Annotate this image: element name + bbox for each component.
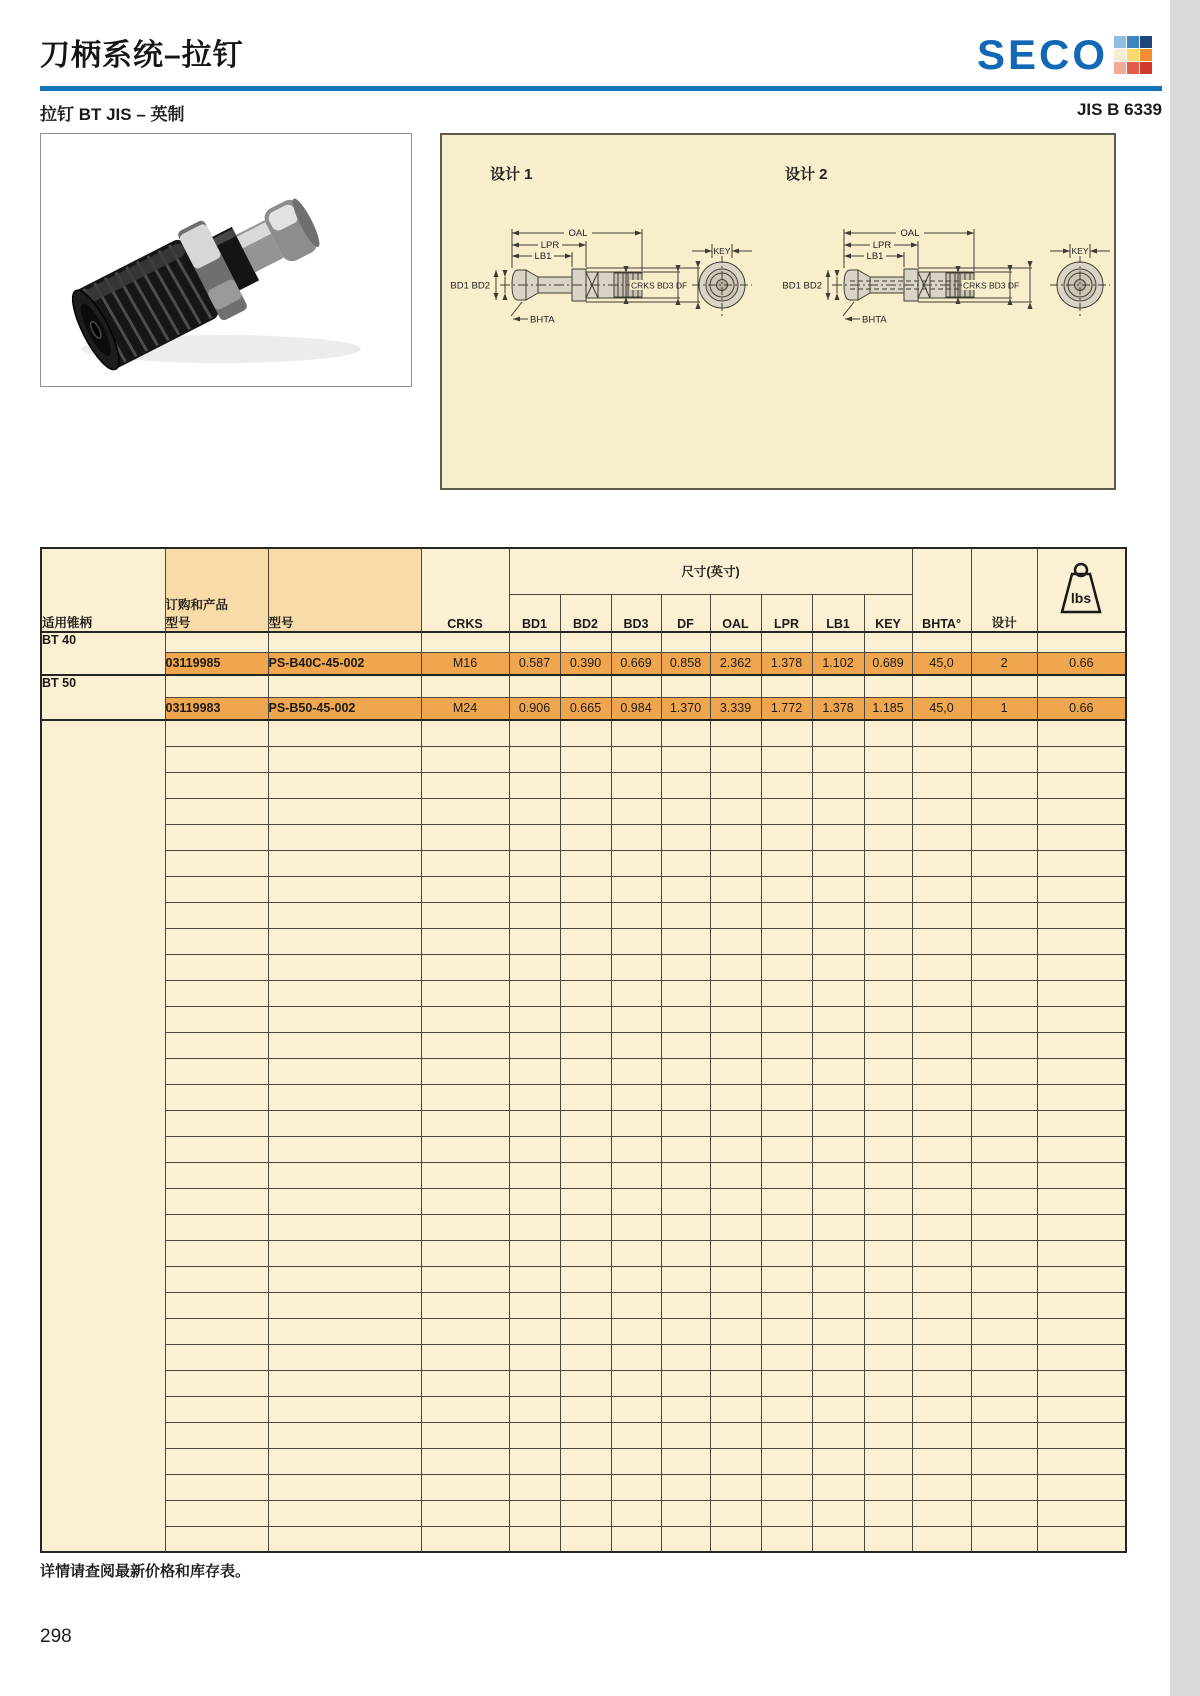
design2-side-view xyxy=(782,228,1032,326)
seco-logo-grid-square xyxy=(1140,49,1152,61)
col-header-bhta: BHTA° xyxy=(912,548,971,632)
seco-logo-grid-square xyxy=(1114,62,1126,74)
empty-table-row xyxy=(41,954,1126,980)
empty-table-row xyxy=(41,1136,1126,1162)
footer-note: 详情请查阅最新价格和库存表。 xyxy=(40,1563,251,1580)
seco-logo-grid-square xyxy=(1114,36,1126,48)
seco-logo-grid-icon xyxy=(1114,36,1152,74)
svg-text:KEY: KEY xyxy=(713,246,731,256)
svg-text:LB1: LB1 xyxy=(866,251,884,262)
svg-text:OAL: OAL xyxy=(900,228,920,239)
seco-logo-grid-square xyxy=(1127,36,1139,48)
col-header-order: 订购和产品 型号 xyxy=(165,548,268,632)
svg-text:BHTA: BHTA xyxy=(530,314,555,326)
empty-table-row xyxy=(41,1110,1126,1136)
empty-table-row xyxy=(41,1500,1126,1526)
empty-table-row xyxy=(41,1006,1126,1032)
header-rule xyxy=(40,86,1162,91)
empty-table-row xyxy=(41,1240,1126,1266)
seco-logo-text: SECO xyxy=(976,31,1108,78)
seco-logo-grid-square xyxy=(1127,49,1139,61)
svg-text:CRKS BD3 DF: CRKS BD3 DF xyxy=(631,280,688,291)
design2-end-view xyxy=(1050,244,1110,319)
empty-table-row xyxy=(41,1032,1126,1058)
technical-diagram-panel xyxy=(440,133,1116,490)
col-header-model: 型号 xyxy=(268,548,421,632)
svg-text:LB1: LB1 xyxy=(534,251,552,262)
design1-label: 设计 1 xyxy=(490,166,533,183)
col-header-design: 设计 xyxy=(971,548,1037,632)
model-number: PS-B50-45-002 xyxy=(268,697,421,720)
empty-table-row xyxy=(41,1422,1126,1448)
empty-table-row xyxy=(41,1292,1126,1318)
page-number: 298 xyxy=(40,1626,72,1647)
svg-text:BD1 BD2: BD1 BD2 xyxy=(782,280,822,292)
svg-text:LPR: LPR xyxy=(540,240,560,251)
taper-label: BT 50 xyxy=(41,675,165,720)
model-number: PS-B40C-45-002 xyxy=(268,652,421,675)
seco-logo xyxy=(976,31,1152,78)
svg-text:CRKS BD3 DF: CRKS BD3 DF xyxy=(963,280,1020,291)
product-photo xyxy=(40,133,412,387)
col-header-weight xyxy=(1037,548,1126,632)
sub-header-key: KEY xyxy=(864,594,912,632)
empty-table-row xyxy=(41,1448,1126,1474)
seco-logo-grid-square xyxy=(1114,49,1126,61)
taper-label: BT 40 xyxy=(41,632,165,675)
svg-text:KEY: KEY xyxy=(1071,246,1089,256)
empty-table-row xyxy=(41,850,1126,876)
empty-table-row xyxy=(41,1344,1126,1370)
empty-table-row xyxy=(41,928,1126,954)
empty-table-row xyxy=(41,772,1126,798)
empty-table-row xyxy=(41,1474,1126,1500)
empty-table-row xyxy=(41,876,1126,902)
col-header-taper: 适用锥柄 xyxy=(41,548,165,632)
empty-table-row xyxy=(41,798,1126,824)
svg-text:LPR: LPR xyxy=(872,240,892,251)
page-edge-shadow xyxy=(1170,0,1200,1696)
pull-stud-photo-illustration xyxy=(41,134,409,384)
sub-header-lpr: LPR xyxy=(761,594,812,632)
seco-logo-grid-square xyxy=(1140,62,1152,74)
section-subtitle: 拉钉 BT JIS – 英制 xyxy=(40,105,185,124)
svg-text:BHTA: BHTA xyxy=(862,314,887,326)
group-row-bt40 xyxy=(41,632,1126,652)
empty-table-row xyxy=(41,1084,1126,1110)
empty-table-row xyxy=(41,746,1126,772)
empty-table-row xyxy=(41,1188,1126,1214)
empty-table-row xyxy=(41,1526,1126,1552)
order-number: 03119985 xyxy=(165,652,268,675)
sub-header-df: DF xyxy=(661,594,710,632)
col-group-dimensions: 尺寸(英寸) xyxy=(509,548,912,594)
empty-table-row xyxy=(41,902,1126,928)
empty-table-row xyxy=(41,1058,1126,1084)
weight-lbs-icon xyxy=(1057,561,1105,617)
empty-table-row xyxy=(41,1396,1126,1422)
sub-header-bd3: BD3 xyxy=(611,594,661,632)
col-header-crks: CRKS xyxy=(421,548,509,632)
design2-label: 设计 2 xyxy=(785,166,828,183)
svg-text:lbs: lbs xyxy=(1071,589,1092,606)
design1-side-view xyxy=(450,228,700,326)
sub-header-oal: OAL xyxy=(710,594,761,632)
empty-table-row xyxy=(41,1318,1126,1344)
spec-table xyxy=(40,547,1127,1553)
empty-table-row xyxy=(41,1162,1126,1188)
empty-table-row xyxy=(41,1214,1126,1240)
seco-logo-grid-square xyxy=(1140,36,1152,48)
empty-table-row xyxy=(41,1370,1126,1396)
sub-header-lb1: LB1 xyxy=(812,594,864,632)
seco-logo-grid-square xyxy=(1127,62,1139,74)
design1-end-view xyxy=(692,244,752,319)
product-row-bt50: 03119983 PS-B50-45-002 M24 0.906 0.665 0.984 1.370 3.339 1.772 1.378 1.185 45,0 1 0.66 xyxy=(41,697,1126,720)
dimension-drawing xyxy=(442,135,1114,488)
empty-table-row xyxy=(41,980,1126,1006)
standard-reference: JIS B 6339 xyxy=(1076,100,1162,119)
sub-header-bd1: BD1 xyxy=(509,594,560,632)
page-title: 刀柄系统–拉钉 xyxy=(40,39,244,72)
empty-table-row xyxy=(41,1266,1126,1292)
svg-text:BD1 BD2: BD1 BD2 xyxy=(450,280,490,292)
empty-table-row xyxy=(41,720,1126,746)
empty-table-row xyxy=(41,824,1126,850)
order-number: 03119983 xyxy=(165,697,268,720)
group-row-bt50 xyxy=(41,675,1126,697)
svg-text:OAL: OAL xyxy=(568,228,588,239)
sub-header-bd2: BD2 xyxy=(560,594,611,632)
product-row-bt40: 03119985 PS-B40C-45-002 M16 0.587 0.390 0.669 0.858 2.362 1.378 1.102 0.689 45,0 2 0.66 xyxy=(41,652,1126,675)
